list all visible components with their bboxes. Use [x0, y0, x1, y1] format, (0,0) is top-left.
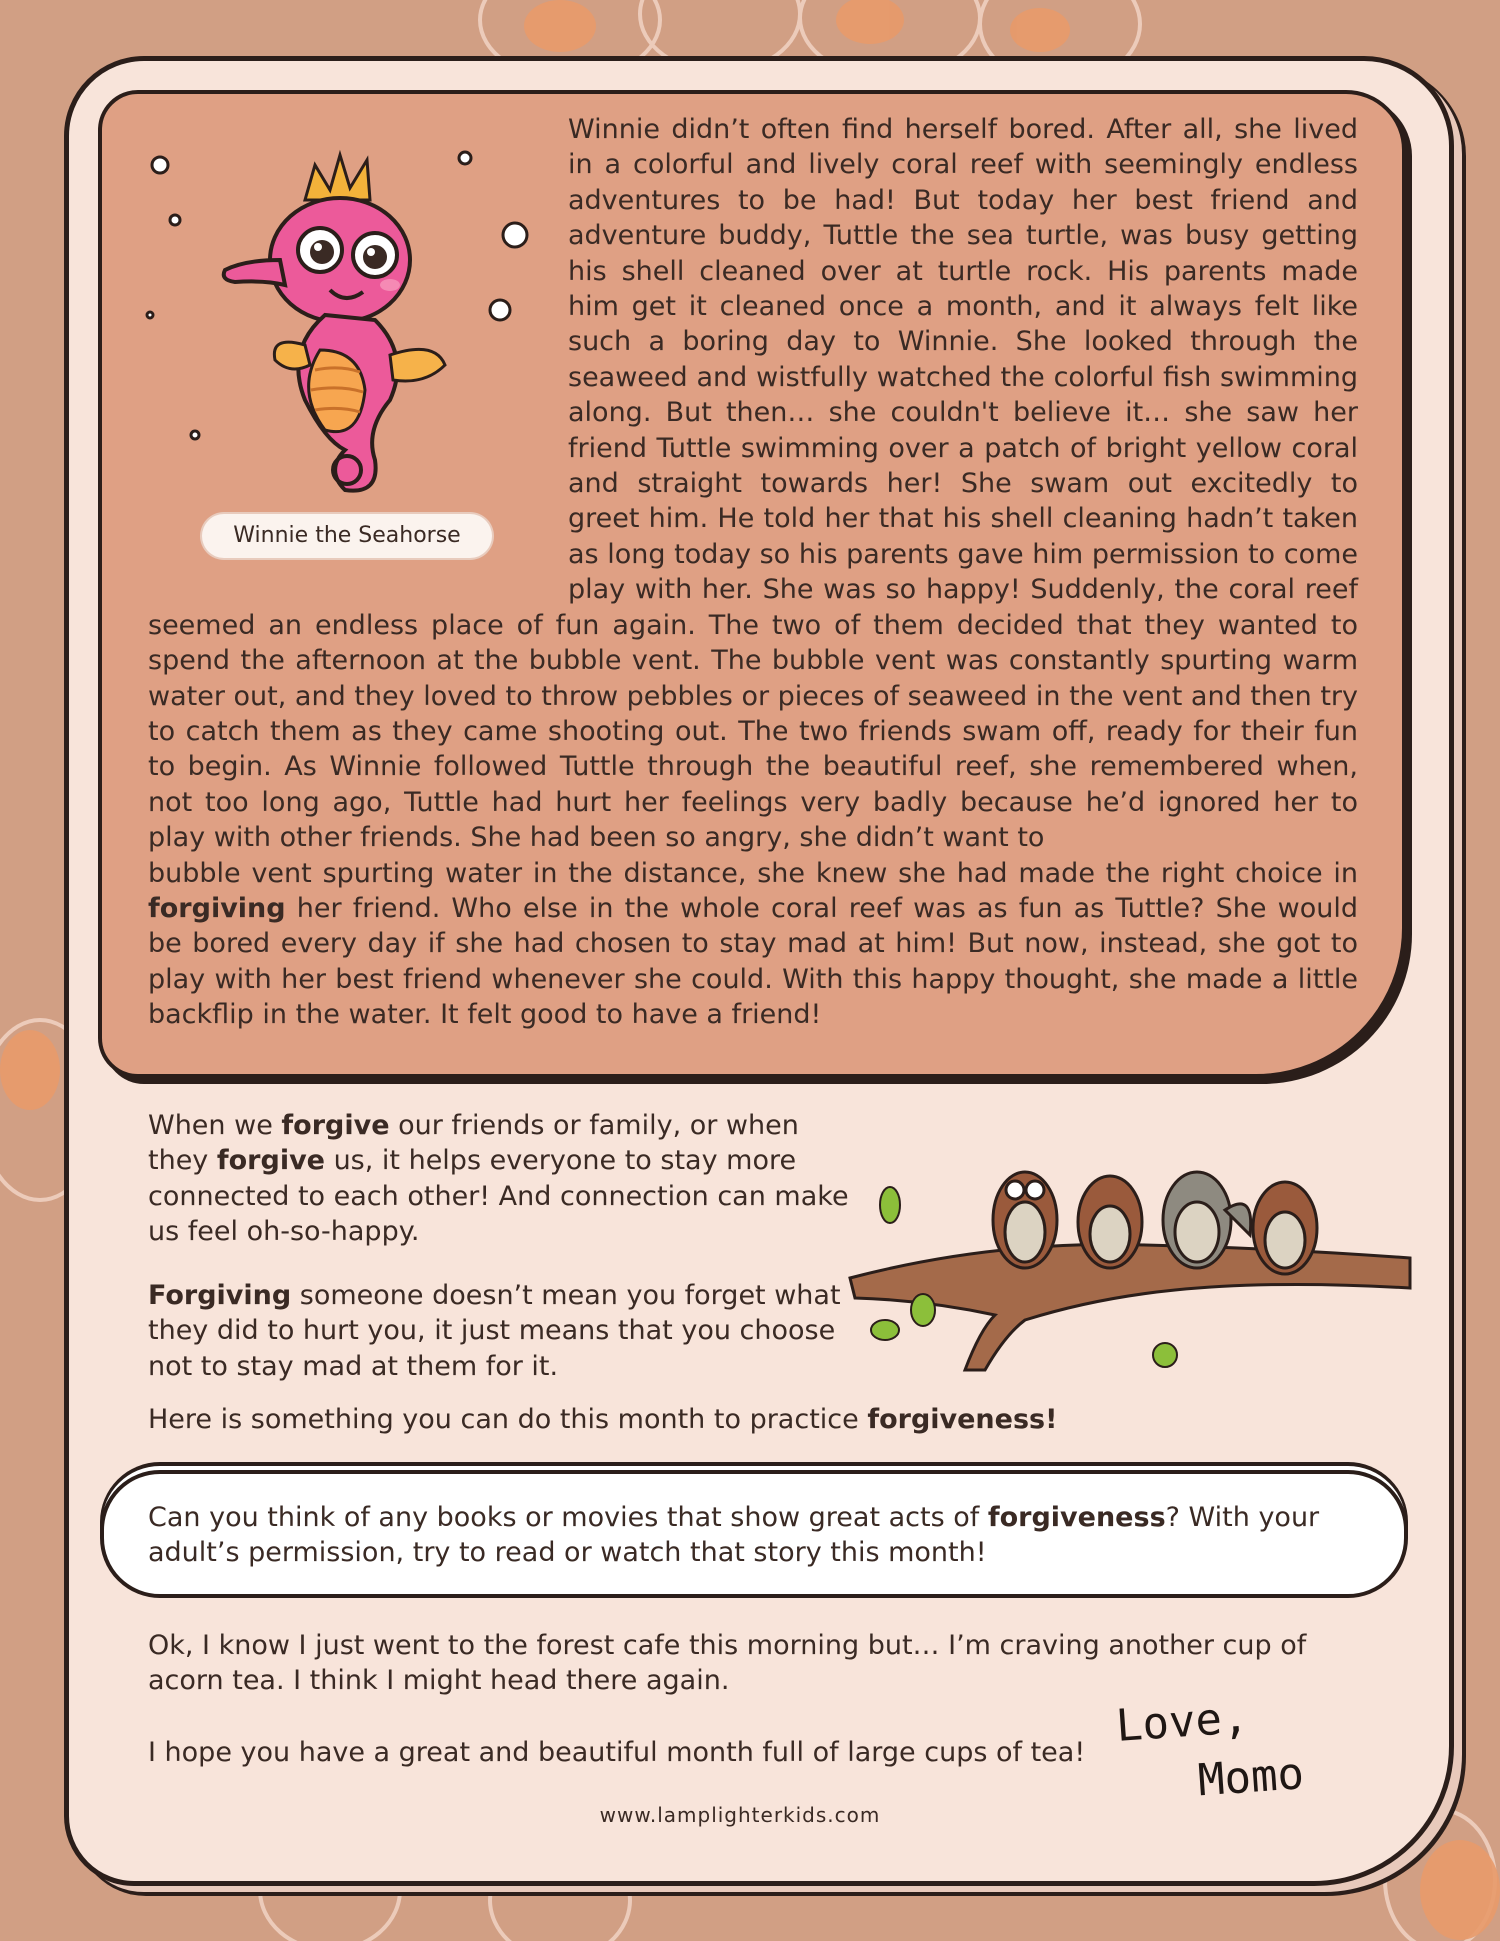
lesson-text: us feel oh-so-happy. — [148, 1216, 420, 1248]
story-continuation-end: her friend. Who else in the whole coral reef was as fun as Tuttle? She would be bored every day if she had chosen to stay mad at him! But now, instead, she got to play with her best friend whenever she could. With this happy thought, she made a little backflip in the water. It felt good to have a friend! — [148, 892, 1358, 1031]
activity-text — [148, 1500, 1348, 1571]
lesson-keyword: Forgiving — [148, 1280, 292, 1311]
story-continuation-start: bubble vent spurting water in the distance, she knew she had made the right choice in — [148, 857, 1358, 889]
lesson-text: connected to each other! And connection can make — [148, 1180, 849, 1212]
story-intro: Winnie didn’t often find herself bored. After all, she lived in a colorful and lively coral reef with seemingly endless adventures to be had! But today her best friend and adventure buddy, Tuttle the sea turtle, was busy getting his shell cleaned over at turtle rock. His parents made him get it cleaned once a month, and it always felt like such a boring day to Winnie. She looked through the seaweed and wistfully watched the colorful fish swimming along. But then… she couldn't believe it… she saw her friend Tuttle swimming over a patch of bright yellow coral and straight towards her! She swam out excitedly to greet him. He told her that his shell cleaning hadn’t taken as long today so his parents gave him permission to come play with her. She was so happy! Suddenly, the coral reef seemed an endless place of fun again. The two of them decided that they wanted to spend the afternoon at the bubble vent. The bubble vent was constantly spurting warm water out, and they loved to throw pebbles or pieces of seaweed in the vent and then try to catch them as they came shooting out. The two friends swam off, ready for their fun to begin. As Winnie followed Tuttle through the beautiful reef, she remembered when, not too long ago, Tuttle had hurt her feelings very badly because he’d ignored her to play with other friends. She had been so angry, she didn’t want to — [148, 114, 1358, 854]
lesson-keyword: forgive — [281, 1110, 390, 1141]
activity-text-part: adult’s permission, try to read or watch that story this month! — [148, 1537, 987, 1569]
closing-text: I hope you have a great and beautiful month full of large cups of tea! — [148, 1737, 1086, 1768]
illustration-space — [148, 112, 568, 580]
activity-text-part: Can you think of any books or movies that show great acts of — [148, 1502, 988, 1533]
closing-text: acorn tea. I think I might head there again. — [148, 1665, 730, 1697]
lesson-text: When we — [148, 1110, 282, 1141]
activity-text-part: ? With your — [1165, 1502, 1320, 1533]
activity-keyword: forgiveness — [987, 1502, 1166, 1533]
lesson-paragraph-3 — [148, 1402, 1057, 1437]
closing-paragraph-1 — [148, 1628, 1306, 1699]
lesson-paragraph-2 — [148, 1278, 841, 1384]
lesson-text: our friends or family, or when — [389, 1110, 799, 1141]
lesson-paragraph-1 — [148, 1108, 849, 1250]
owls-on-branch-illustration — [845, 1130, 1415, 1380]
lesson-keyword: forgive — [216, 1145, 325, 1177]
lesson-text: they did to hurt you, it just means that you choose — [148, 1315, 836, 1347]
lesson-text: not to stay mad at them for it. — [148, 1350, 559, 1382]
signature — [1114, 1683, 1322, 1817]
lesson-text: Here is something you can do this month to practice — [148, 1404, 868, 1435]
story-continuation — [148, 856, 1358, 1033]
seahorse-caption: Winnie the Seahorse — [202, 514, 492, 558]
closing-paragraph-2 — [148, 1735, 1085, 1770]
lesson-keyword: forgiveness! — [867, 1404, 1058, 1435]
closing-text: Ok, I know I just went to the forest cafe this morning but… I’m craving another cup of — [148, 1630, 1307, 1661]
lesson-text: us, it helps everyone to stay more — [324, 1145, 797, 1177]
lesson-text: they — [148, 1145, 217, 1177]
story-keyword-forgiving: forgiving — [148, 892, 286, 924]
lesson-text: someone doesn’t mean you forget what — [291, 1280, 841, 1311]
signature-love: Love, — [1114, 1691, 1251, 1752]
story-text — [148, 112, 1358, 1033]
signature-name: Momo — [1196, 1748, 1306, 1807]
footer-url[interactable]: www.lamplighterkids.com — [599, 1803, 881, 1827]
